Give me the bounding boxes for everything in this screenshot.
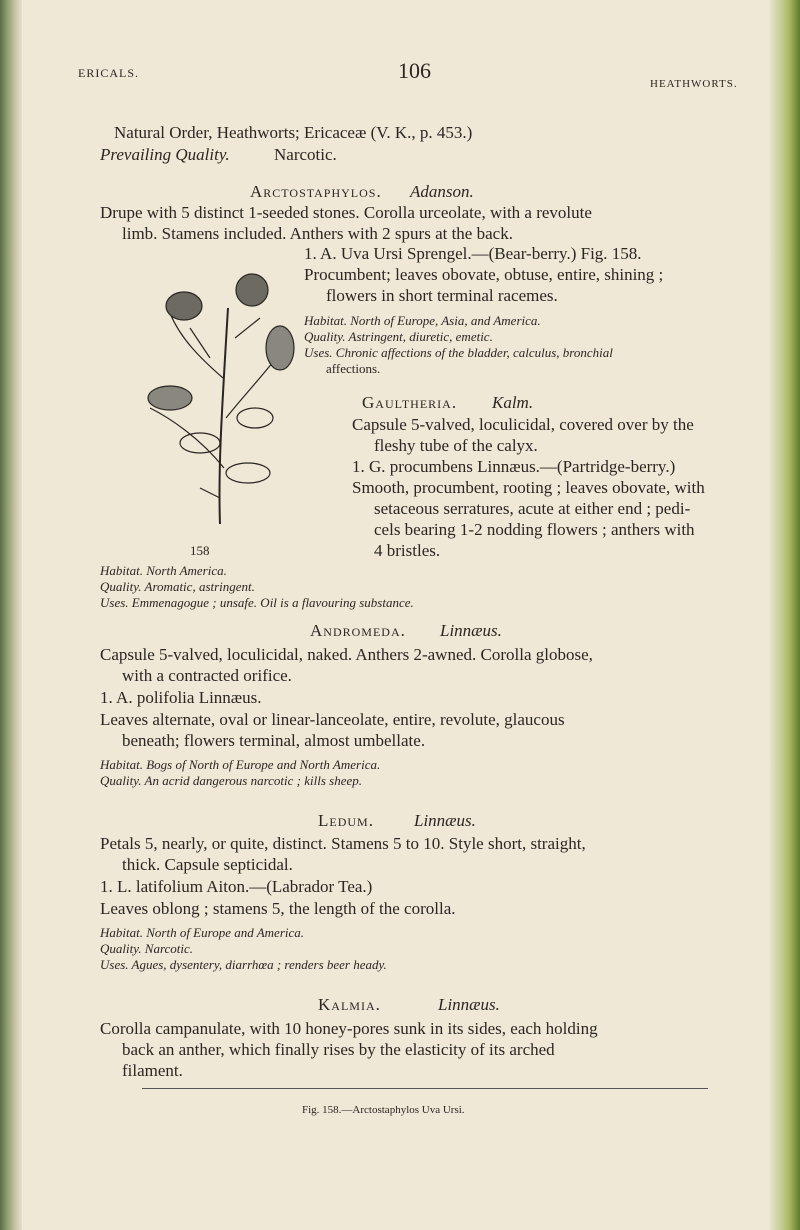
running-header-right: HEATHWORTS. [650, 78, 738, 90]
uva-ursi-uses-2: affections. [326, 361, 381, 376]
gaultheria-l3: 1. G. procumbens Linnæus.—(Partridge-berry.) [352, 457, 676, 476]
bearberry-illustration [140, 268, 300, 526]
page-edge [770, 0, 800, 1230]
uva-ursi-uses: Uses. Chronic affections of the bladder, calculus, bronchial [304, 345, 613, 360]
ledum-l1: Petals 5, nearly, or quite, distinct. Stamens 5 to 10. Style short, straight, [100, 834, 586, 853]
gaultheria-heading: Gaultheria. [362, 393, 458, 412]
arctostaphylos-author: Adanson. [410, 182, 474, 201]
gaultheria-uses: Uses. Emmenagogue ; unsafe. Oil is a flavouring substance. [100, 595, 414, 610]
gaultheria-l2: fleshy tube of the calyx. [374, 436, 538, 455]
andromeda-l3: 1. A. polifolia Linnæus. [100, 688, 262, 707]
quality-value: Narcotic. [274, 145, 337, 164]
andromeda-l5: beneath; flowers terminal, almost umbellate. [122, 731, 426, 750]
andromeda-author: Linnæus. [440, 621, 502, 640]
ledum-uses: Uses. Agues, dysentery, diarrhœa ; renders beer heady. [100, 957, 387, 972]
kalmia-l2: back an anther, which finally rises by the elasticity of its arched [122, 1040, 555, 1059]
quality-label: Prevailing Quality. [100, 145, 230, 164]
arctostaphylos-heading: Arctostaphylos. [250, 182, 382, 201]
andromeda-l1: Capsule 5-valved, loculicidal, naked. Anthers 2-awned. Corolla globose, [100, 645, 593, 664]
drupe-line: Drupe with 5 distinct 1-seeded stones. Corolla urceolate, with a revolute [100, 203, 592, 222]
kalmia-heading: Kalmia. [318, 995, 381, 1014]
gaultheria-l4: Smooth, procumbent, rooting ; leaves obovate, with [352, 478, 705, 497]
figure-number: 158 [190, 543, 210, 558]
andromeda-heading: Andromeda. [310, 621, 406, 640]
ledum-l4: Leaves oblong ; stamens 5, the length of the corolla. [100, 899, 456, 918]
book-spine-shadow [0, 0, 22, 1230]
andromeda-l2: with a contracted orifice. [122, 666, 292, 685]
footnote-rule [142, 1088, 708, 1089]
gaultheria-l7: 4 bristles. [374, 541, 441, 560]
ledum-author: Linnæus. [414, 811, 476, 830]
uva-ursi-species: 1. A. Uva Ursi Sprengel.—(Bear-berry.) Fig. 158. [304, 244, 642, 263]
gaultheria-habitat: Habitat. North America. [100, 563, 227, 578]
ledum-heading: Ledum. [318, 811, 374, 830]
gaultheria-author: Kalm. [492, 393, 534, 412]
ledum-habitat: Habitat. North of Europe and America. [100, 925, 305, 940]
gaultheria-l6: cels bearing 1-2 nodding flowers ; anthers with [374, 520, 695, 539]
gaultheria-l5: setaceous serratures, acute at either end ; pedi- [374, 499, 691, 518]
ledum-quality: Quality. Narcotic. [100, 941, 194, 956]
uva-ursi-desc-2: flowers in short terminal racemes. [326, 286, 558, 305]
kalmia-l3: filament. [122, 1061, 183, 1080]
book-page [22, 0, 770, 1230]
ledum-l2: thick. Capsule septicidal. [122, 855, 293, 874]
kalmia-author: Linnæus. [438, 995, 500, 1014]
page-number: 106 [398, 58, 431, 83]
order-line: Natural Order, Heathworts; Ericaceæ (V. K., p. 453.) [114, 123, 473, 142]
kalmia-l1: Corolla campanulate, with 10 honey-pores sunk in its sides, each holding [100, 1019, 598, 1038]
gaultheria-quality: Quality. Aromatic, astringent. [100, 579, 255, 594]
ledum-l3: 1. L. latifolium Aiton.—(Labrador Tea.) [100, 877, 373, 896]
running-header-left: ERICALS. [78, 66, 140, 80]
drupe-line-2: limb. Stamens included. Anthers with 2 spurs at the back. [122, 224, 513, 243]
uva-ursi-habitat: Habitat. North of Europe, Asia, and America. [304, 313, 541, 328]
andromeda-habitat: Habitat. Bogs of North of Europe and North America. [100, 757, 381, 772]
andromeda-quality: Quality. An acrid dangerous narcotic ; kills sheep. [100, 773, 363, 788]
andromeda-l4: Leaves alternate, oval or linear-lanceolate, entire, revolute, glaucous [100, 710, 565, 729]
uva-ursi-desc: Procumbent; leaves obovate, obtuse, entire, shining ; [304, 265, 664, 284]
gaultheria-l1: Capsule 5-valved, loculicidal, covered over by the [352, 415, 694, 434]
figure-caption: Fig. 158.—Arctostaphylos Uva Ursi. [302, 1104, 465, 1116]
uva-ursi-quality: Quality. Astringent, diuretic, emetic. [304, 329, 493, 344]
